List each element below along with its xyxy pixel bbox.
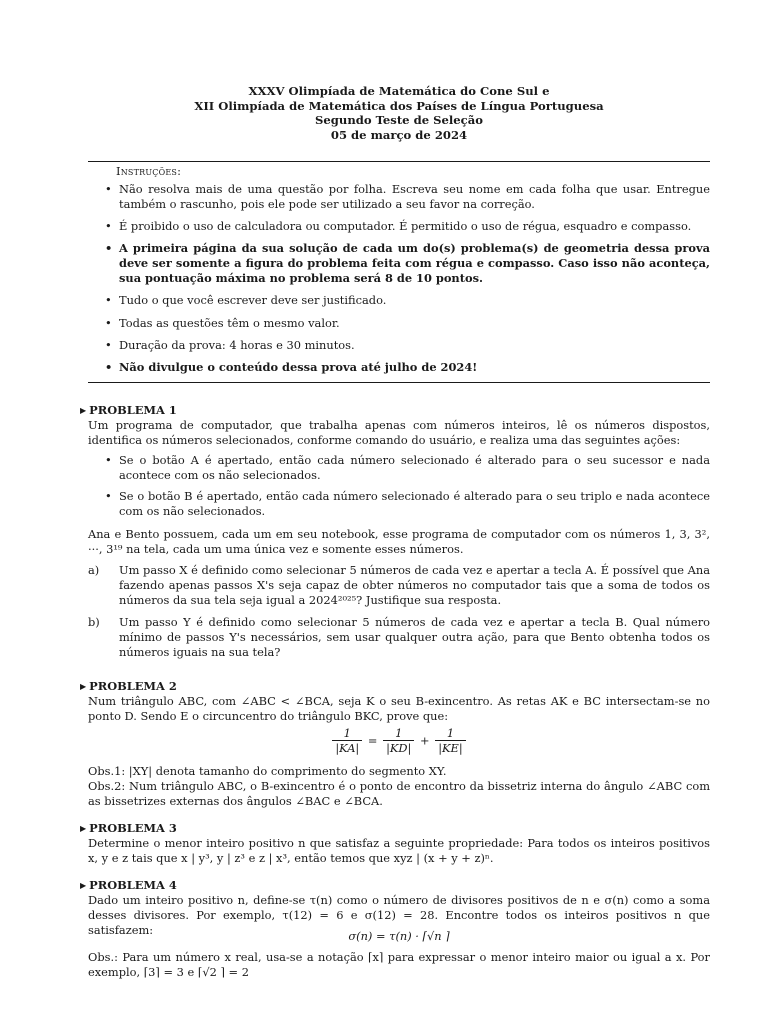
instruction-item-confidential: • Não divulgue o conteúdo dessa prova até julho de 2024! [105, 360, 478, 374]
bullet-icon: • [105, 453, 112, 467]
bullet-icon: • [105, 219, 112, 233]
problem-1-title: ▶ PROBLEMA 1 [80, 403, 177, 417]
problem-4-obs: Obs.: Para um número x real, usa-se a notação ⌈x⌉ para expressar o menor inteiro maior ou igual a x. Por exemplo, ⌈3⌉ = 3 e ⌈√2 ⌉ = 2 [88, 950, 710, 979]
instructions-bottom-rule [88, 382, 710, 383]
bullet-icon: • [105, 293, 112, 307]
fraction-rhs-1: $\frac{1}{|KD|}$ [383, 726, 414, 756]
problem-1-bullet-a: • Se o botão A é apertado, então cada número selecionado é alterado para o seu sucessor e nada acontece com os não selecionados. [105, 453, 710, 482]
instruction-item: • É proibido o uso de calculadora ou computador. É permitido o uso de régua, esquadro e compasso. [105, 219, 692, 233]
instructions-title: Instruções: [116, 164, 182, 178]
problem-3-text: Determine o menor inteiro positivo n que satisfaz a seguinte propriedade: Para todos os inteiros positivos x, y e z tais que x | y³, y | z³ e z | x³, então temos que xyz | (x + y + z)ⁿ. [88, 836, 710, 865]
problem-2-obs-1: Obs.1: |XY| denota tamanho do comprimento do segmento XY. [88, 764, 447, 778]
fraction-rhs-2: $\frac{1}{|KE|}$ [435, 726, 466, 756]
bullet-icon: • [105, 241, 113, 255]
instruction-item: • Tudo o que você escrever deve ser justificado. [105, 293, 387, 307]
part-a-label: a) [88, 563, 100, 577]
instruction-item: • Não resolva mais de uma questão por folha. Escreva seu nome em cada folha que usar. Entregue também o rascunho, pois ele pode ser utilizado a seu favor na correção. [105, 182, 710, 211]
fraction-lhs: $\frac{1}{|KA|}$ [332, 726, 362, 756]
problem-2-title: ▶ PROBLEMA 2 [80, 679, 177, 693]
triangle-marker-icon: ▶ [80, 823, 87, 833]
instruction-item: • Duração da prova: 4 horas e 30 minutos. [105, 338, 355, 352]
instruction-item: • Todas as questões têm o mesmo valor. [105, 316, 340, 330]
bullet-icon: • [105, 360, 113, 374]
header-line-2: XII Olimpíada de Matemática dos Países de Língua Portuguesa [194, 98, 604, 113]
problem-2-equation: $\frac{1}{|KA|}$ = $\frac{1}{|KD|}$ + $\frac{1}{|KE|}$ [88, 726, 710, 756]
problem-1-part-a: a) Um passo X é definido como selecionar 5 números de cada vez e apertar a tecla A. É possível que Ana fazendo apenas passos X's seja capaz de obter números no computador tais que a soma de todos os números da sua tela seja igual a 2024²⁰²⁵? Justifique sua resposta. [88, 563, 710, 607]
header-line-4: 05 de março de 2024 [330, 127, 468, 142]
problem-4-equation: σ(n) = τ(n) · ⌈√n ⌉ [348, 929, 450, 943]
problem-1-part-b: b) Um passo Y é definido como selecionar 5 números de cada vez e apertar a tecla B. Qual número mínimo de passos Y's necessários, sem usar qualquer outra ação, para que Bento obtenha todos os números iguais na sua tela? [88, 615, 710, 659]
problem-3-title: ▶ PROBLEMA 3 [80, 821, 177, 835]
exam-header [88, 84, 710, 142]
bullet-icon: • [105, 182, 112, 196]
problem-4-text: Dado um inteiro positivo n, define-se τ(n) como o número de divisores positivos de n e σ(n) como a soma desses divisores. Por exemplo, τ(12) = 6 e σ(12) = 28. Encontre todos os inteiros positivos n que satisfazem: [88, 893, 710, 937]
problem-2-text: Num triângulo ABC, com ∠ABC < ∠BCA, seja K o seu B-exincentro. As retas AK e BC intersectam-se no ponto D. Sendo E o circuncentro do triângulo BKC, prove que: [88, 694, 710, 723]
triangle-marker-icon: ▶ [80, 880, 87, 890]
bullet-icon: • [105, 338, 112, 352]
bullet-icon: • [105, 316, 112, 330]
triangle-marker-icon: ▶ [80, 405, 87, 415]
bullet-icon: • [105, 489, 112, 503]
problem-4-title: ▶ PROBLEMA 4 [80, 878, 177, 892]
triangle-marker-icon: ▶ [80, 681, 87, 691]
problem-1-intro: Um programa de computador, que trabalha apenas com números inteiros, lê os números dispostos, identifica os números selecionados, conforme comando do usuário, e realiza uma das seguintes ações: [88, 418, 710, 447]
header-line-1: XXXV Olimpíada de Matemática do Cone Sul e [248, 84, 550, 98]
problem-1-bullet-b: • Se o botão B é apertado, então cada número selecionado é alterado para o seu triplo e nada acontece com os não selecionados. [105, 489, 710, 518]
problem-1-context: Ana e Bento possuem, cada um em seu notebook, esse programa de computador com os números 1, 3, 3², ···, 3¹⁹ na tela, cada um uma única vez e somente esses números. [88, 527, 710, 556]
instruction-item-geometry: • A primeira página da sua solução de cada um do(s) problema(s) de geometria dessa prova deve ser somente a figura do problema feita com régua e compasso. Caso isso não aconteça, sua pontuação máxima no problema será 8 de 10 pontos. [105, 241, 710, 285]
problem-2-obs-2: Obs.2: Num triângulo ABC, o B-exincentro é o ponto de encontro da bissetriz interna do ângulo ∠ABC com as bissetrizes externas dos ângulos ∠BAC e ∠BCA. [88, 779, 710, 808]
part-b-label: b) [88, 615, 100, 629]
instructions-top-rule [88, 161, 710, 162]
header-line-3: Segundo Teste de Seleção [315, 113, 483, 128]
